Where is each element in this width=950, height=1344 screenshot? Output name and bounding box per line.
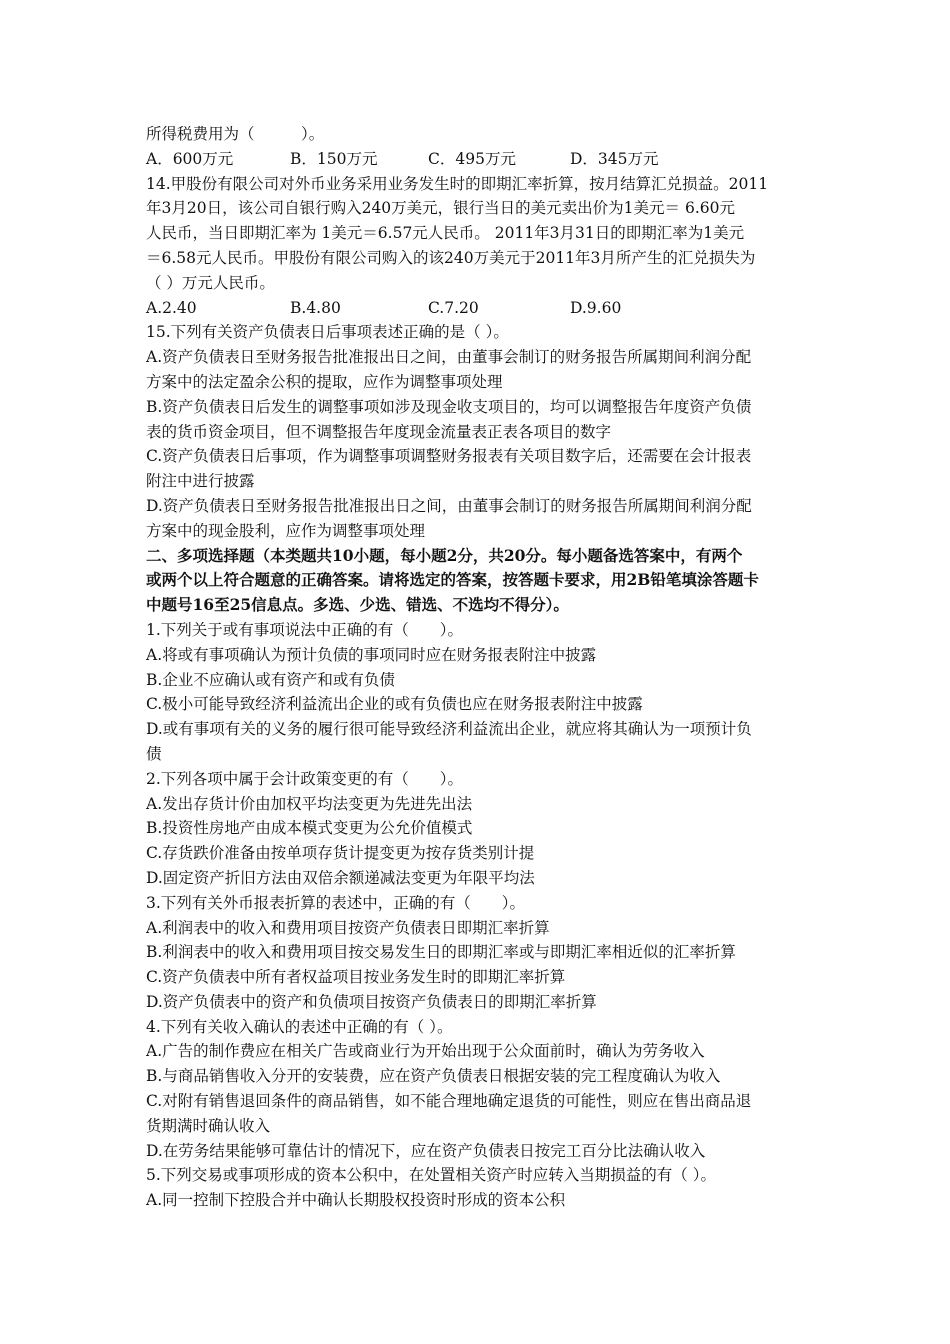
q14-line: ＝6.58元人民币。甲股份有限公司购入的该240万美元于2011年3月所产生的汇兑损失为 (146, 248, 756, 267)
q13-option-b: B．150万元 (290, 149, 378, 168)
q13-options (146, 147, 811, 172)
q15-line: 表的货币资金项目，但不调整报告年度现金流量表正表各项目的数字 (146, 422, 612, 441)
q15-line: 方案中的现金股利，应作为调整事项处理 (146, 521, 426, 540)
m3-option-d: D.资产负债表中的资产和负债项目按资产负债表日的即期汇率折算 (146, 992, 597, 1011)
q13-option-a: A．600万元 (146, 149, 234, 168)
m3-option-b: B.利润表中的收入和费用项目按交易发生日的即期汇率或与即期汇率相近似的汇率折算 (146, 943, 736, 962)
m4-option-c-cont: 货期满时确认收入 (146, 1116, 271, 1135)
q14-option-b: B.4.80 (290, 298, 341, 317)
q15-line: A.资产负债表日至财务报告批准报出日之间，由董事会制订的财务报告所属期间利润分配 (146, 348, 752, 367)
m4-option-d: D.在劳务结果能够可靠估计的情况下，应在资产负债表日按完工百分比法确认收入 (146, 1141, 706, 1160)
q15-line: 方案中的法定盈余公积的提取，应作为调整事项处理 (146, 372, 503, 391)
q14-line: 14.甲股份有限公司对外币业务采用业务发生时的即期汇率折算，按月结算汇兑损益。2011 (146, 174, 769, 193)
q14-option-d: D.9.60 (570, 298, 622, 317)
m1-option-c: C.极小可能导致经济利益流出企业的或有负债也应在财务报表附注中披露 (146, 695, 643, 714)
q13-option-c: C．495万元 (428, 149, 516, 168)
m3-option-a: A.利润表中的收入和费用项目按资产负债表日即期汇率折算 (146, 918, 550, 937)
m5-option-a: A.同一控制下控股合并中确认长期股权投资时形成的资本公积 (146, 1191, 566, 1210)
m1-option-d-cont: 债 (146, 744, 162, 763)
q14-options (146, 296, 811, 321)
q15-line: D.资产负债表日至财务报告批准报出日之间，由董事会制订的财务报告所属期间利润分配 (146, 496, 752, 515)
m2-option-d: D.固定资产折旧方法由双倍余额递减法变更为年限平均法 (146, 868, 535, 887)
m5-stem: 5.下列交易或事项形成的资本公积中，在处置相关资产时应转入当期损益的有（ ）。 (146, 1166, 716, 1185)
m2-stem: 2.下列各项中属于会计政策变更的有（ ）。 (146, 769, 464, 788)
section-heading: 或两个以上符合题意的正确答案。请将选定的答案，按答题卡要求，用2B铅笔填涂答题卡 (146, 570, 759, 590)
q15-stem: 15.下列有关资产负债表日后事项表述正确的是（ ）。 (146, 323, 509, 342)
m3-option-c: C.资产负债表中所有者权益项目按业务发生时的即期汇率折算 (146, 968, 566, 987)
q15-line: 附注中进行披露 (146, 472, 255, 491)
q13-option-d: D．345万元 (570, 149, 659, 168)
q14-line: 人民币，当日即期汇率为 1美元＝6.57元人民币。 2011年3月31日的即期汇率为1美元 (146, 224, 745, 243)
m3-stem: 3.下列有关外币报表折算的表述中，正确的有（ ）。 (146, 893, 526, 912)
m2-option-a: A.发出存货计价由加权平均法变更为先进先出法 (146, 794, 473, 813)
m1-option-b: B.企业不应确认或有资产和或有负债 (146, 670, 395, 689)
q15-line: C.资产负债表日后事项，作为调整事项调整财务报表有关项目数字后，还需要在会计报表 (146, 447, 752, 466)
section-heading: 二、多项选择题（本类题共10小题，每小题2分，共20分。每小题备选答案中，有两个 (146, 545, 743, 565)
m4-stem: 4.下列有关收入确认的表述中正确的有（ ）。 (146, 1017, 453, 1036)
q13-stem-tail: 所得税费用为（ ）。 (146, 125, 325, 143)
m4-option-c: C.对附有销售退回条件的商品销售，如不能合理地确定退货的可能性，则应在售出商品退 (146, 1092, 752, 1111)
q15-line: B.资产负债表日后发生的调整事项如涉及现金收支项目的，均可以调整报告年度资产负债 (146, 397, 752, 416)
m4-option-b: B.与商品销售收入分开的安装费，应在资产负债表日根据安装的完工程度确认为收入 (146, 1067, 721, 1086)
m1-option-d: D.或有事项有关的义务的履行很可能导致经济利益流出企业，就应将其确认为一项预计负 (146, 720, 752, 739)
q14-option-c: C.7.20 (428, 298, 479, 317)
m1-option-a: A.将或有事项确认为预计负债的事项同时应在财务报表附注中披露 (146, 645, 597, 664)
q14-option-a: A.2.40 (146, 298, 197, 317)
m2-option-b: B.投资性房地产由成本模式变更为公允价值模式 (146, 819, 473, 838)
m1-stem: 1.下列关于或有事项说法中正确的有（ ）。 (146, 620, 464, 639)
section-heading: 中题号16至25信息点。多选、少选、错选、不选均不得分）。 (146, 595, 569, 615)
q14-line: （ ）万元人民币。 (146, 273, 275, 292)
document-page (146, 122, 811, 1213)
m2-option-c: C.存货跌价准备由按单项存货计提变更为按存货类别计提 (146, 844, 535, 863)
m4-option-a: A.广告的制作费应在相关广告或商业行为开始出现于公众面前时，确认为劳务收入 (146, 1042, 705, 1061)
q14-line: 年3月20日，该公司自银行购入240万美元，银行当日的美元卖出价为1美元＝ 6.60元 (146, 199, 735, 218)
